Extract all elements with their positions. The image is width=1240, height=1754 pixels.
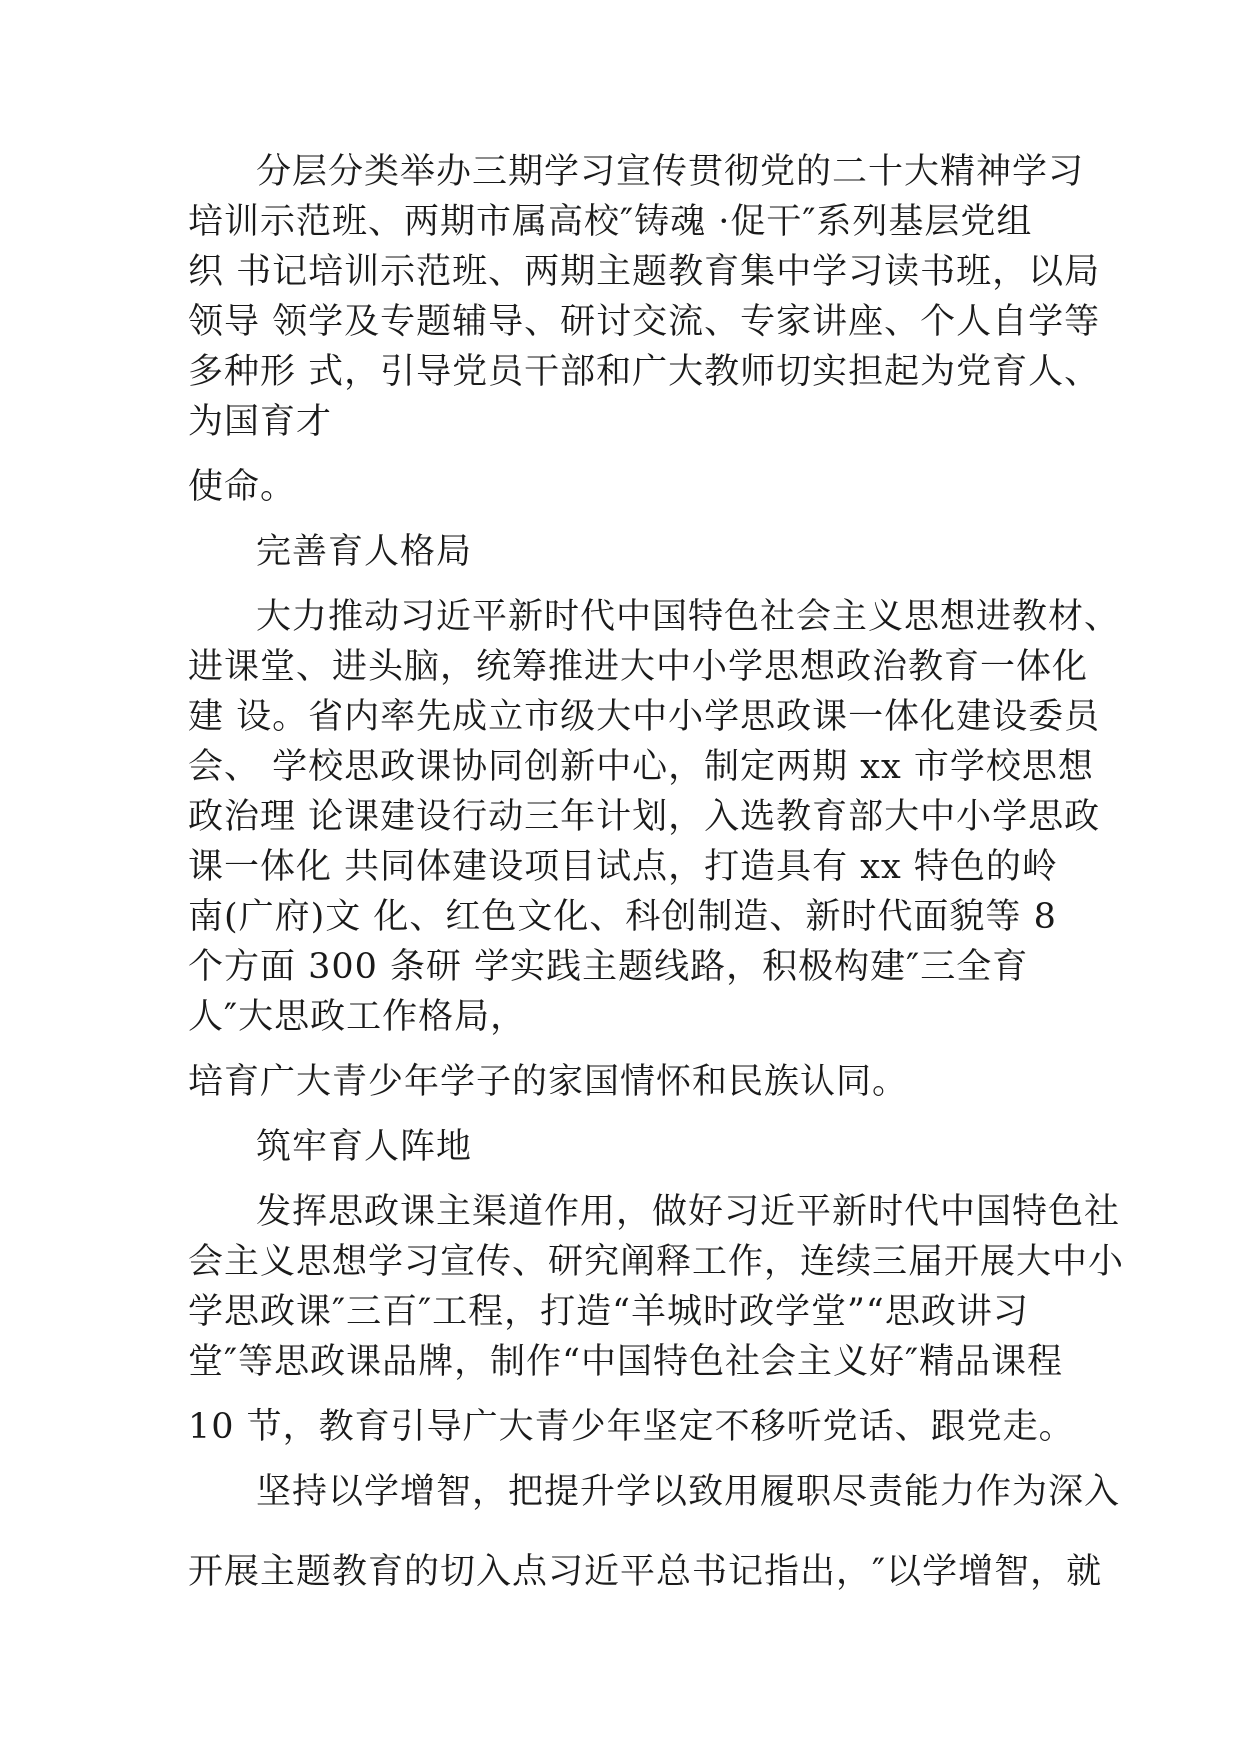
paragraph-2-line-10: 培育广大青少年学子的家国情怀和民族认同。 (188, 1062, 909, 1102)
paragraph-2-line-6: 课一体化 共同体建设项目试点，打造具有 xx 特色的岭 (188, 847, 1058, 887)
paragraph-1-line-6: 为国育才 (188, 402, 333, 442)
paragraph-1-line-4: 领导 领学及专题辅导、研讨交流、专家讲座、个人自学等 (188, 302, 1101, 342)
paragraph-1-line-2: 培训示范班、两期市属高校″铸魂 ·促干″系列基层党组 (188, 202, 1033, 242)
paragraph-3-line-3: 学思政课″三百″工程，打造“羊城时政学堂”“思政讲习 (188, 1292, 1029, 1332)
paragraph-1-line-1: 分层分类举办三期学习宣传贯彻党的二十大精神学习 (256, 152, 1085, 192)
paragraph-2-line-5: 政治理 论课建设行动三年计划，入选教育部大中小学思政 (188, 797, 1101, 837)
paragraph-2-line-4: 会、 学校思政课协同创新中心，制定两期 xx 市学校思想 (188, 747, 1094, 787)
paragraph-2-line-2: 进课堂、进头脑，统筹推进大中小学思想政治教育一体化 (188, 647, 1089, 687)
paragraph-2-line-8: 个方面 300 条研 学实践主题线路，积极构建″三全育 (188, 947, 1029, 987)
section-heading-2: 筑牢育人阵地 (256, 1127, 473, 1167)
paragraph-4-line-1: 坚持以学增智，把提升学以致用履职尽责能力作为深入 (256, 1472, 1121, 1512)
paragraph-2-line-7: 南(广府)文 化、红色文化、科创制造、新时代面貌等 8 (188, 897, 1057, 937)
paragraph-3-line-5: 10 节，教育引导广大青少年坚定不移听党话、跟党走。 (188, 1407, 1075, 1447)
paragraph-1-line-7: 使命。 (188, 467, 297, 507)
paragraph-2-line-3: 建 设。省内率先成立市级大中小学思政课一体化建设委员 (188, 697, 1101, 737)
paragraph-2-line-1: 大力推动习近平新时代中国特色社会主义思想进教材、 (256, 597, 1121, 637)
paragraph-4-line-2: 开展主题教育的切入点习近平总书记指出，″以学增智，就 (188, 1552, 1103, 1592)
paragraph-3-line-1: 发挥思政课主渠道作用，做好习近平新时代中国特色社 (256, 1192, 1121, 1232)
paragraph-3-line-2: 会主义思想学习宣传、研究阐释工作，连续三届开展大中小 (188, 1242, 1125, 1282)
paragraph-1-line-5: 多种形 式，引导党员干部和广大教师切实担起为党育人、 (188, 352, 1101, 392)
paragraph-2-line-9: 人″大思政工作格局， (188, 997, 527, 1037)
section-heading-1: 完善育人格局 (256, 532, 473, 572)
paragraph-1-line-3: 织 书记培训示范班、两期主题教育集中学习读书班，以局 (188, 252, 1101, 292)
paragraph-3-line-4: 堂″等思政课品牌，制作“中国特色社会主义好″精品课程 (188, 1342, 1064, 1382)
